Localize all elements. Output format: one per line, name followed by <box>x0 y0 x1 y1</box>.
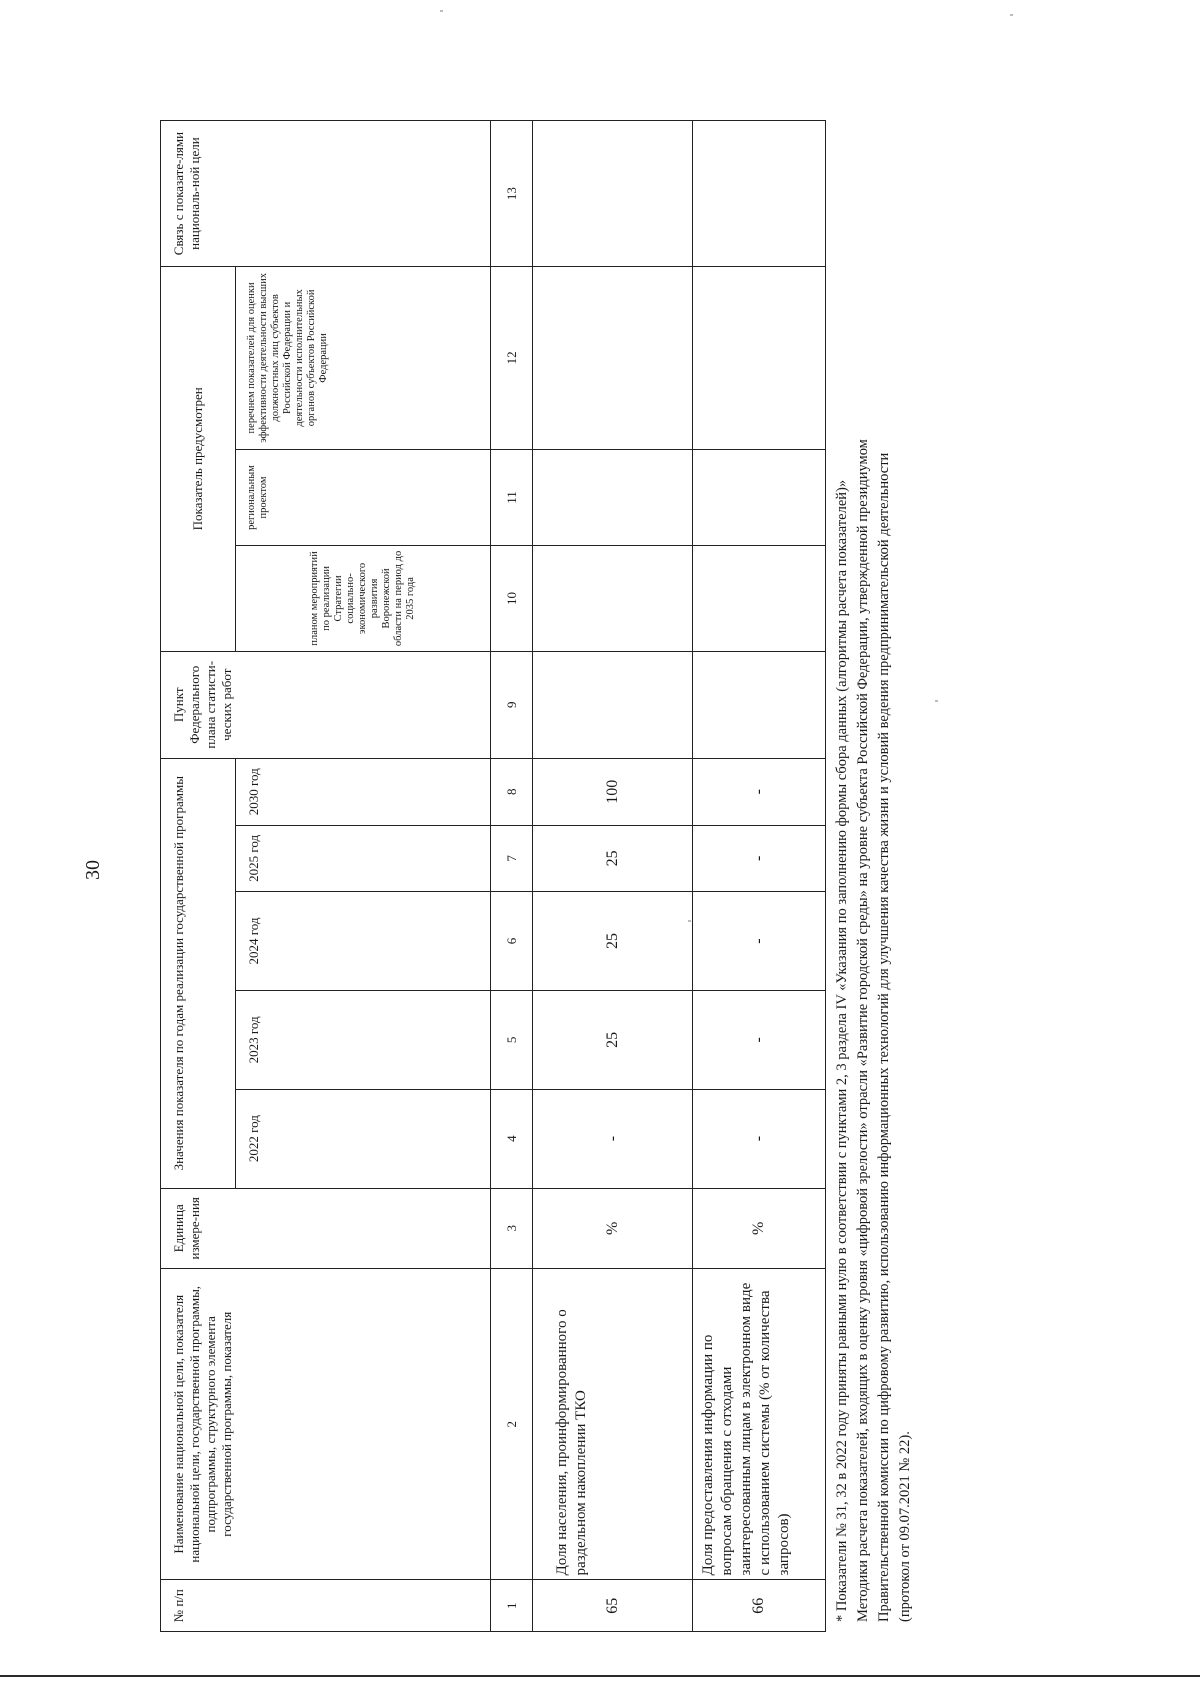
page-number: 30 <box>82 860 104 880</box>
row-value-2025: 25 <box>533 825 693 892</box>
row-national-link <box>693 121 826 267</box>
row-unit: % <box>533 1188 693 1269</box>
landscape-table-region <box>160 72 940 1632</box>
header-values-group: Значения показателя по годам реализации государственной программы <box>161 758 236 1188</box>
colnum-4: 4 <box>491 1089 533 1188</box>
table-row <box>693 121 826 1632</box>
scan-speck <box>440 10 443 12</box>
header-national-link: Связь с показате-лями националь-ной цели <box>161 121 491 267</box>
row-value-2030: 100 <box>533 758 693 825</box>
row-value-2023: 25 <box>533 990 693 1089</box>
scan-speck <box>688 920 691 922</box>
row-regional-project <box>693 449 826 546</box>
footnote <box>832 92 916 1622</box>
row-value-2025: - <box>693 825 826 892</box>
row-indicator-list <box>533 267 693 450</box>
scan-speck <box>1010 14 1013 16</box>
colnum-5: 5 <box>491 990 533 1089</box>
header-federal-plan: Пункт Федерального плана статисти-ческих работ <box>161 651 491 758</box>
colnum-12: 12 <box>491 267 533 450</box>
header-regional-project: региональным проектом <box>236 449 491 546</box>
row-name: Доля предоставления информации по вопросам обращения с отходами заинтересованным лицам в электронном виде с использованием системы (% от количества запросов) <box>693 1269 826 1580</box>
header-unit: Единица измере-ния <box>161 1188 491 1269</box>
colnum-9: 9 <box>491 651 533 758</box>
colnum-10: 10 <box>491 546 533 651</box>
header-indicator-list: перечнем показателей для оценки эффективности деятельности высших должностных лиц субъектов Российской Федерации и деятельности исполнительных органов субъектов Российской Федерации <box>236 267 491 450</box>
row-num: 66 <box>693 1580 826 1632</box>
colnum-3: 3 <box>491 1188 533 1269</box>
footnote-line-4: (протокол от 09.07.2021 № 22). <box>897 1431 913 1622</box>
header-year-2024: 2024 год <box>236 892 491 991</box>
row-value-2022: - <box>533 1089 693 1188</box>
header-name: Наименование национальной цели, показателя национальной цели, государственной программы, подпрограммы, структурного элемента государственной программы, показателя <box>161 1269 491 1580</box>
footnote-line-1: * Показатели № 31, 32 в 2022 году приняты равными нулю в соответствии с пунктами 2, 3 раздела IV «Указания по заполнению формы сбора данных (алгоритмы расчета показателей)» <box>834 479 850 1622</box>
footnote-line-2: Методики расчета показателей, входящих в оценку уровня «цифровой зрелости» отрасли «Развитие городской среды» на уровне субъекта Российской Федерации, утвержденной президиумом <box>855 439 871 1622</box>
row-regional-project <box>533 449 693 546</box>
header-provided-group: Показатель предусмотрен <box>161 267 236 651</box>
row-unit: % <box>693 1188 826 1269</box>
row-value-2023: - <box>693 990 826 1089</box>
header-year-2023: 2023 год <box>236 990 491 1089</box>
row-federal-plan <box>693 651 826 758</box>
row-value-2022: - <box>693 1089 826 1188</box>
table-row <box>533 121 693 1632</box>
header-year-2025: 2025 год <box>236 825 491 892</box>
scan-speck <box>935 700 938 702</box>
scan-edge-line <box>0 1675 1200 1677</box>
colnum-1: 1 <box>491 1580 533 1632</box>
row-value-2024: 25 <box>533 892 693 991</box>
header-plan-strategy: планом мероприятий по реализации Стратегии социально-экономического развития Воронежской области на период до 2035 года <box>236 546 491 651</box>
row-name: Доля населения, проинформированного о раздельном накоплении ТКО <box>533 1269 693 1580</box>
row-national-link <box>533 121 693 267</box>
colnum-6: 6 <box>491 892 533 991</box>
row-num: 65 <box>533 1580 693 1632</box>
row-indicator-list <box>693 267 826 450</box>
colnum-13: 13 <box>491 121 533 267</box>
colnum-2: 2 <box>491 1269 533 1580</box>
footnote-line-3: Правительственной комиссии по цифровому развитию, использованию информационных технологий для улучшения качества жизни и условий ведения предпринимательской деятельности <box>876 452 892 1622</box>
row-value-2030: - <box>693 758 826 825</box>
row-value-2024: - <box>693 892 826 991</box>
colnum-8: 8 <box>491 758 533 825</box>
header-year-2022: 2022 год <box>236 1089 491 1188</box>
row-plan-strategy <box>693 546 826 651</box>
indicators-table <box>160 120 826 1632</box>
row-plan-strategy <box>533 546 693 651</box>
header-num: № п/п <box>161 1580 491 1632</box>
colnum-7: 7 <box>491 825 533 892</box>
header-year-2030: 2030 год <box>236 758 491 825</box>
colnum-11: 11 <box>491 449 533 546</box>
row-federal-plan <box>533 651 693 758</box>
